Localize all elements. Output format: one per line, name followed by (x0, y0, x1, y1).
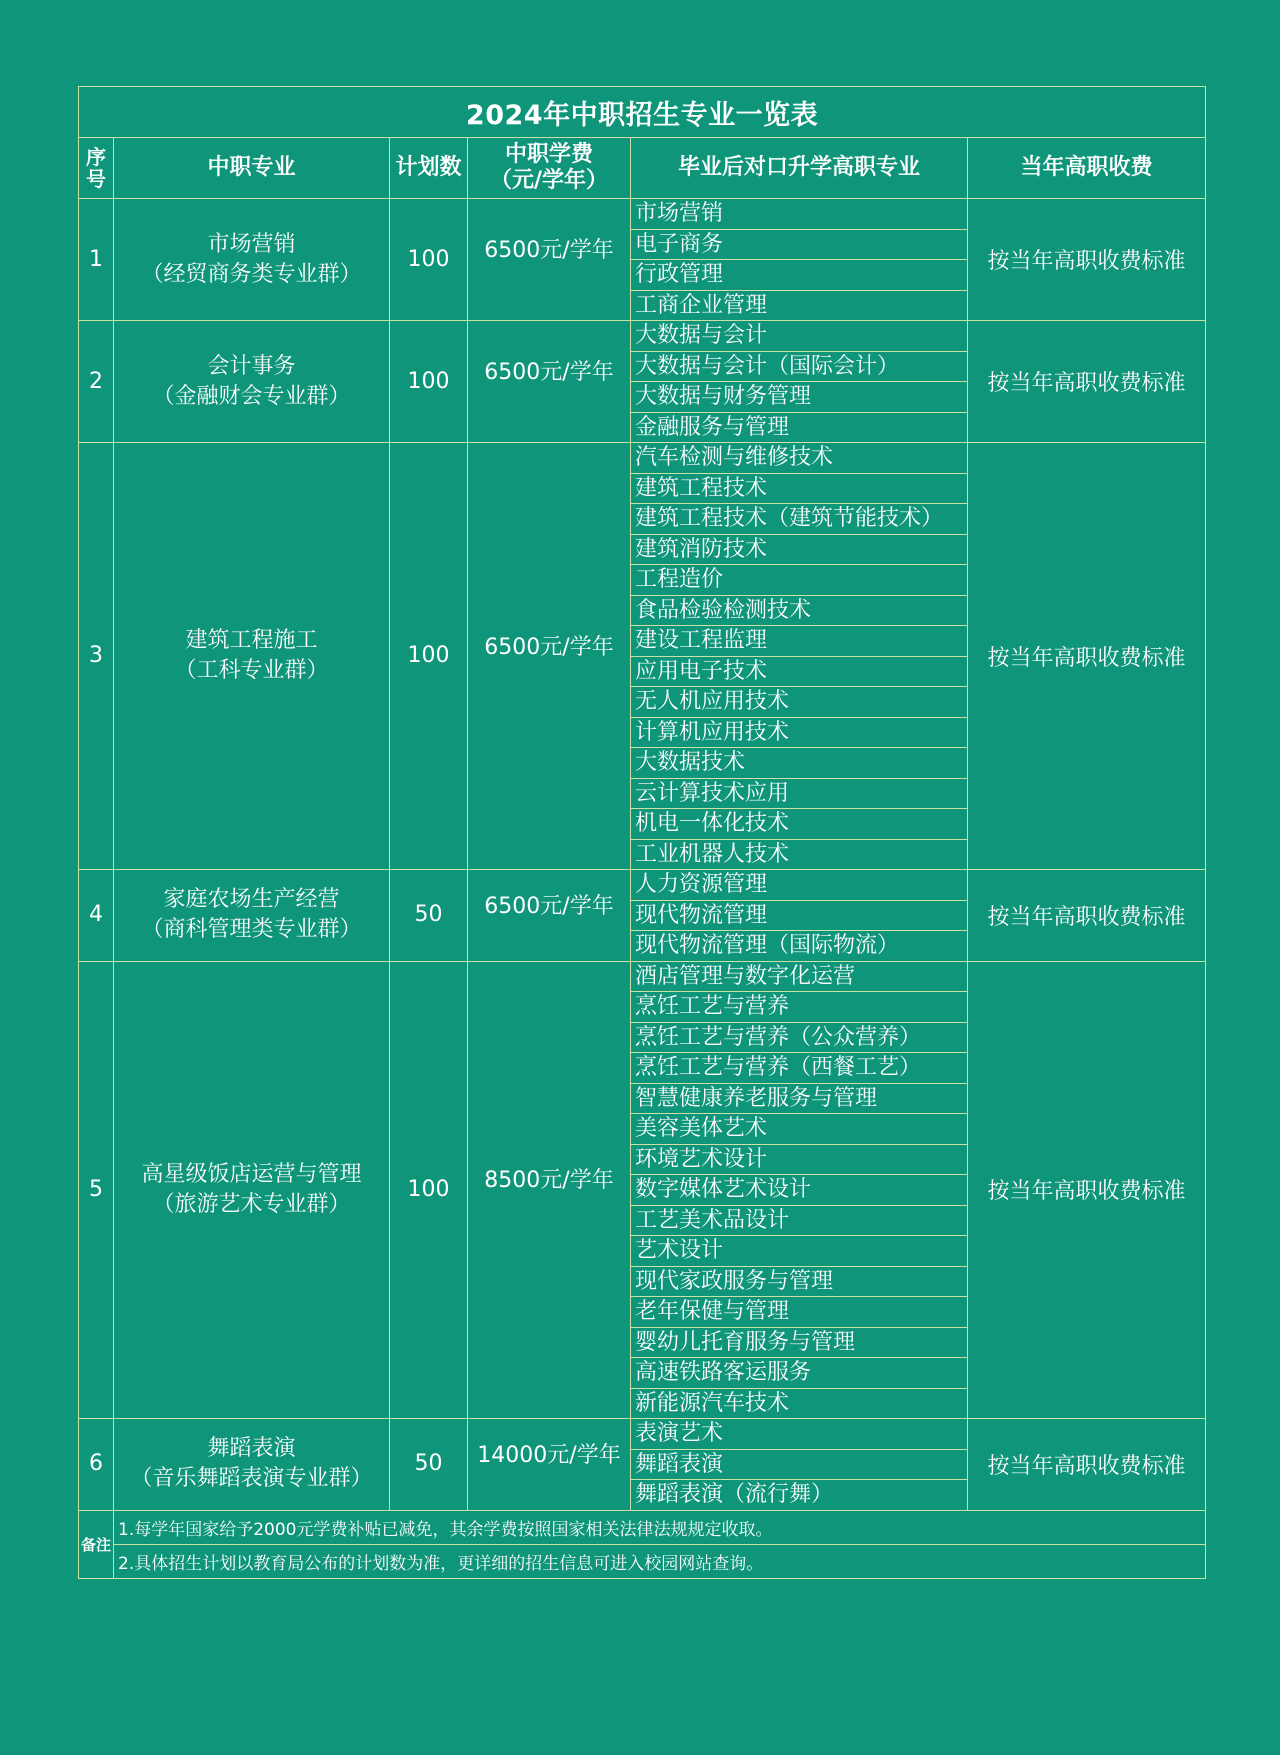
plan-count: 100 (390, 199, 468, 321)
upgrade-major: 大数据技术 (631, 748, 968, 779)
upgrade-major: 建筑消防技术 (631, 534, 968, 565)
upgrade-major: 电子商务 (631, 229, 968, 260)
row-number: 3 (79, 443, 114, 870)
upgrade-major: 建筑工程技术（建筑节能技术） (631, 504, 968, 535)
row-number: 1 (79, 199, 114, 321)
major-cluster: （旅游艺术专业群） (152, 1191, 351, 1217)
upgrade-major: 现代物流管理（国际物流） (631, 931, 968, 962)
upgrade-major: 婴幼儿托育服务与管理 (631, 1327, 968, 1358)
upgrade-major: 环境艺术设计 (631, 1144, 968, 1175)
major-cluster: （商科管理类专业群） (141, 917, 362, 943)
upgrade-major: 工艺美术品设计 (631, 1205, 968, 1236)
upgrade-major: 机电一体化技术 (631, 809, 968, 840)
table-row (79, 199, 1206, 230)
upgrade-major: 汽车检测与维修技术 (631, 443, 968, 474)
row-number: 4 (79, 870, 114, 962)
note-item: 1.每学年国家给予2000元学费补贴已减免，其余学费按照国家相关法律法规规定收取。 (114, 1510, 1206, 1544)
major-name: 会计事务 (207, 353, 296, 379)
upgrade-major: 美容美体艺术 (631, 1114, 968, 1145)
header-higher-fee: 当年高职收费 (968, 138, 1206, 199)
row-number: 5 (79, 961, 114, 1419)
upgrade-major: 高速铁路客运服务 (631, 1358, 968, 1389)
header-plan: 计划数 (390, 138, 468, 199)
major-name: 高星级饭店运营与管理 (141, 1161, 362, 1187)
upgrade-major: 现代家政服务与管理 (631, 1266, 968, 1297)
header-fee-line2: （元/学年） (489, 168, 609, 193)
header-upgrade: 毕业后对口升学高职专业 (631, 138, 968, 199)
major-cell (114, 321, 390, 443)
higher-fee: 按当年高职收费标准 (968, 870, 1206, 962)
upgrade-major: 人力资源管理 (631, 870, 968, 901)
header-major: 中职专业 (114, 138, 390, 199)
tuition-fee: 6500元/学年 (468, 199, 631, 321)
upgrade-major: 大数据与财务管理 (631, 382, 968, 413)
upgrade-major: 大数据与会计 (631, 321, 968, 352)
header-fee (468, 138, 631, 199)
tuition-fee: 6500元/学年 (468, 870, 631, 962)
upgrade-major: 云计算技术应用 (631, 778, 968, 809)
tuition-fee: 8500元/学年 (468, 961, 631, 1419)
upgrade-major: 计算机应用技术 (631, 717, 968, 748)
note-row (79, 1510, 1206, 1544)
upgrade-major: 大数据与会计（国际会计） (631, 351, 968, 382)
upgrade-major: 艺术设计 (631, 1236, 968, 1267)
major-name: 建筑工程施工 (185, 628, 318, 653)
tuition-fee: 6500元/学年 (468, 321, 631, 443)
upgrade-major: 烹饪工艺与营养（公众营养） (631, 1022, 968, 1053)
tuition-fee: 14000元/学年 (468, 1419, 631, 1511)
table-row (79, 1419, 1206, 1450)
upgrade-major: 老年保健与管理 (631, 1297, 968, 1328)
higher-fee: 按当年高职收费标准 (968, 199, 1206, 321)
table-title: 2024年中职招生专业一览表 (79, 87, 1206, 138)
upgrade-major: 数字媒体艺术设计 (631, 1175, 968, 1206)
table-row (79, 961, 1206, 992)
upgrade-major: 酒店管理与数字化运营 (631, 961, 968, 992)
upgrade-major: 工程造价 (631, 565, 968, 596)
upgrade-major: 市场营销 (631, 199, 968, 230)
header-fee-line1: 中职学费 (504, 142, 593, 167)
major-cluster: （工科专业群） (174, 658, 329, 683)
plan-count: 100 (390, 961, 468, 1419)
enrollment-table-container (78, 86, 1205, 1579)
tuition-fee: 6500元/学年 (468, 443, 631, 870)
upgrade-major: 建设工程监理 (631, 626, 968, 657)
upgrade-major: 食品检验检测技术 (631, 595, 968, 626)
higher-fee: 按当年高职收费标准 (968, 1419, 1206, 1511)
note-row (79, 1544, 1206, 1578)
plan-count: 100 (390, 321, 468, 443)
table-row (79, 443, 1206, 474)
upgrade-major: 舞蹈表演（流行舞） (631, 1480, 968, 1511)
row-number: 2 (79, 321, 114, 443)
table-row (79, 321, 1206, 352)
upgrade-major: 应用电子技术 (631, 656, 968, 687)
note-item: 2.具体招生计划以教育局公布的计划数为准，更详细的招生信息可进入校园网站查询。 (114, 1544, 1206, 1578)
upgrade-major: 现代物流管理 (631, 900, 968, 931)
higher-fee: 按当年高职收费标准 (968, 443, 1206, 870)
major-cell (114, 443, 390, 870)
major-cluster: （金融财会专业群） (152, 383, 351, 409)
plan-count: 100 (390, 443, 468, 870)
major-cell (114, 1419, 390, 1511)
higher-fee: 按当年高职收费标准 (968, 961, 1206, 1419)
major-cell (114, 870, 390, 962)
upgrade-major: 无人机应用技术 (631, 687, 968, 718)
note-label: 备注 (79, 1510, 114, 1578)
upgrade-major: 新能源汽车技术 (631, 1388, 968, 1419)
major-cluster: （经贸商务类专业群） (141, 261, 362, 287)
upgrade-major: 金融服务与管理 (631, 412, 968, 443)
higher-fee: 按当年高职收费标准 (968, 321, 1206, 443)
enrollment-table (78, 86, 1206, 1579)
upgrade-major: 烹饪工艺与营养 (631, 992, 968, 1023)
major-cluster: （音乐舞蹈表演专业群） (130, 1466, 373, 1492)
upgrade-major: 行政管理 (631, 260, 968, 291)
major-name: 市场营销 (207, 231, 296, 257)
plan-count: 50 (390, 870, 468, 962)
upgrade-major: 烹饪工艺与营养（西餐工艺） (631, 1053, 968, 1084)
upgrade-major: 表演艺术 (631, 1419, 968, 1450)
major-cell (114, 961, 390, 1419)
header-row (79, 138, 1206, 199)
upgrade-major: 建筑工程技术 (631, 473, 968, 504)
plan-count: 50 (390, 1419, 468, 1511)
table-body (79, 199, 1206, 1511)
header-seq: 序号 (79, 138, 114, 199)
row-number: 6 (79, 1419, 114, 1511)
major-name: 家庭农场生产经营 (163, 887, 340, 913)
major-name: 舞蹈表演 (207, 1436, 296, 1462)
upgrade-major: 工业机器人技术 (631, 839, 968, 870)
major-cell (114, 199, 390, 321)
table-row (79, 870, 1206, 901)
upgrade-major: 舞蹈表演 (631, 1449, 968, 1480)
upgrade-major: 工商企业管理 (631, 290, 968, 321)
upgrade-major: 智慧健康养老服务与管理 (631, 1083, 968, 1114)
